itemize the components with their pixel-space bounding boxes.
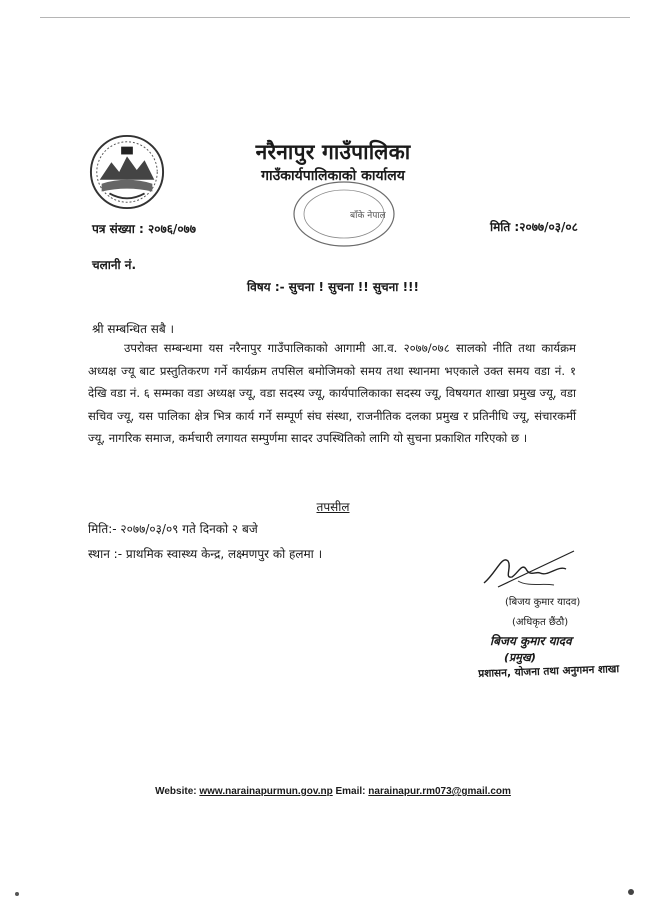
footer [0,786,666,797]
scan-speck [628,889,634,895]
email-label: Email: [335,786,366,797]
email-link[interactable]: narainapur.rm073@gmail.com [368,786,511,797]
signatory-designation: (अधिकृत छैंठौ) [512,617,569,628]
signatory-name: (बिजय कुमार यादव) [505,597,581,608]
website-label: Website: [155,786,197,797]
stamp-role: (प्रमुख) [504,651,536,664]
top-divider [40,17,630,18]
scan-speck [15,892,19,896]
office-seal-stamp [290,178,398,250]
website-link[interactable]: www.narainapurmun.gov.np [199,786,333,797]
schedule-heading: तपसील [316,500,350,514]
schedule-place: स्थान :- प्राथमिक स्वास्थ्य केन्द्र, लक्ष्मणपुर को हलमा । [88,547,323,561]
letter-date: मिति :२०७७/०३/०८ [490,220,578,234]
schedule-date: मिति:- २०७७/०३/०९ गते दिनको २ बजे [88,522,258,536]
salutation: श्री सम्बन्धित सबै । [92,322,175,336]
letter-number: पत्र संख्या : २०७६/०७७ [92,222,197,236]
handwritten-signature [478,543,582,595]
stamp-name: बिजय कुमार यादव [490,634,572,648]
dispatch-number: चलानी नं. [92,258,137,272]
body-paragraph: उपरोक्त सम्बन्धमा यस नरैनापुर गाउँपालिकाको आगामी आ.व. २०७७/०७८ सालको नीति तथा कार्यक्रम अध्यक्ष ज्यू बाट प्रस्तुतिकरण गर्ने कार्यक्रम तपसिल बमोजिमको समय तथा स्थानमा भएकाले उक्त समय वडा नं. १ देखि वडा नं. ६ सम्मका वडा अध्यक्ष ज्यू, वडा सदस्य ज्यू, कार्यपालिकाका सदस्य ज्यू, विषयगत शाखा प्रमुख ज्यू, वडा सचिव ज्यू, यस पालिका क्षेत्र भित्र कार्य गर्ने सम्पूर्ण संघ संस्था, राजनीतिक दलका प्रमुख र प्रतिनीधि ज्यू, संचारकर्मी ज्यू, नागरिक समाज, कर्मचारी लगायत सम्पुर्णमा सादर उपस्थितिको लागि यो सुचना प्रकाशित गरिएको छ । [88,341,576,446]
office-subtitle: गाउँकार्यपालिकाको कार्यालय [261,168,405,184]
stamp-department: प्रशासन, योजना तथा अनुगमन शाखा [478,663,620,680]
seal-text: बाँके नेपाल [350,211,386,221]
letter-subject: विषय :- सुचना ! सुचना !! सुचना !!! [246,280,420,294]
office-title: नरैनापुर गाउँपालिका [255,140,411,164]
